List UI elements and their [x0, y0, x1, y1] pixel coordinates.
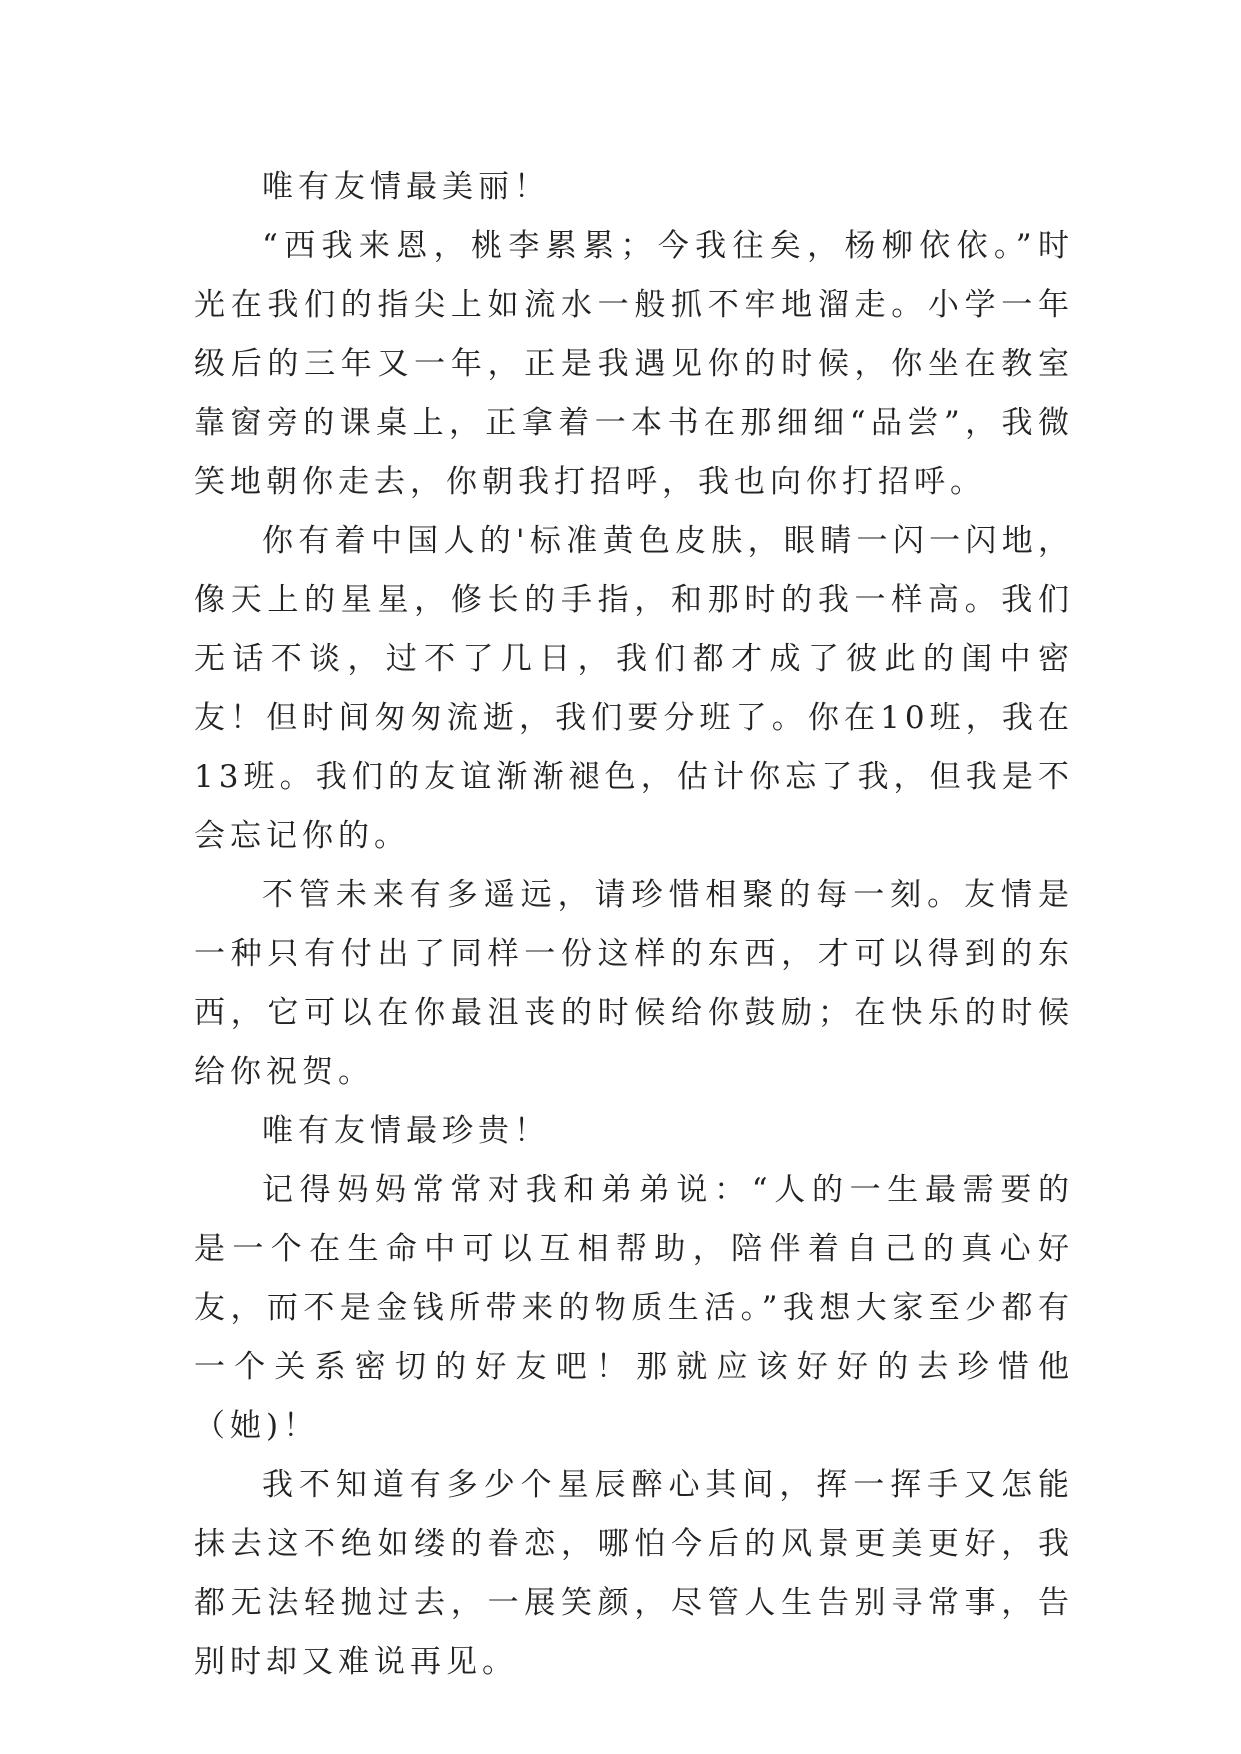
paragraph: 记得妈妈常常对我和弟弟说：“人的一生最需要的是一个在生命中可以互相帮助，陪伴着自己的真心好友，而不是金钱所带来的物质生活。”我想大家至少都有一个关系密切的好友吧！那就应该好好的去珍惜他（她)！: [194, 1172, 1074, 1444]
paragraph: “西我来恩，桃李累累；今我往矣，杨柳依依。”时光在我们的指尖上如流水一般抓不牢地溜走。小学一年级后的三年又一年，正是我遇见你的时候，你坐在教室靠窗旁的课桌上，正拿着一本书在那细细“品尝”，我微笑地朝你走去，你朝我打招呼，我也向你打招呼。: [194, 228, 1074, 500]
paragraph: 唯有友情最珍贵！: [262, 1113, 550, 1149]
paragraph: 唯有友情最美丽！: [262, 169, 550, 205]
document-body: [194, 158, 1074, 1692]
paragraph: 我不知道有多少个星辰醉心其间，挥一挥手又怎能抹去这不绝如缕的眷恋，哪怕今后的风景更美更好，我都无法轻抛过去，一展笑颜，尽管人生告别寻常事，告别时却又难说再见。: [194, 1467, 1074, 1680]
paragraph: 不管未来有多遥远，请珍惜相聚的每一刻。友情是一种只有付出了同样一份这样的东西，才可以得到的东西，它可以在你最沮丧的时候给你鼓励；在快乐的时候给你祝贺。: [194, 877, 1074, 1090]
paragraph: 你有着中国人的'标准黄色皮肤，眼睛一闪一闪地，像天上的星星，修长的手指，和那时的我一样高。我们无话不谈，过不了几日，我们都才成了彼此的闺中密友！但时间匆匆流逝，我们要分班了。你在10班，我在13班。我们的友谊渐渐褪色，估计你忘了我，但我是不会忘记你的。: [194, 523, 1074, 854]
